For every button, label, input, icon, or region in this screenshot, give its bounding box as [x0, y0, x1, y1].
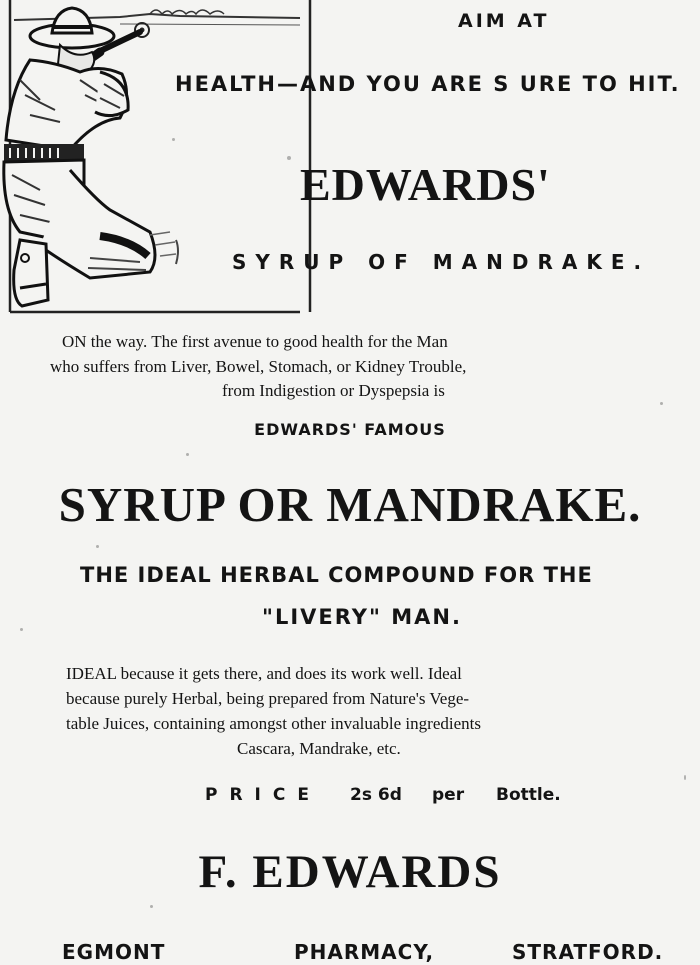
- tagline-health: HEALTH—AND YOU ARE S URE TO HIT.: [175, 72, 681, 96]
- seller-name: F. EDWARDS: [198, 846, 502, 898]
- body-text-line: from Indigestion or Dyspepsia is: [222, 381, 445, 400]
- ideal-text-line: table Juices, containing amongst other invaluable ingredients: [66, 714, 481, 733]
- ideal-text-line: Cascara, Mandrake, etc.: [237, 739, 401, 758]
- price-label: PRICE: [205, 785, 321, 805]
- livery-man-line: "LIVERY" MAN.: [262, 605, 462, 629]
- print-speck: [172, 138, 175, 141]
- price-amount: 2s 6d: [350, 785, 402, 805]
- print-speck: [150, 905, 153, 908]
- print-speck: [287, 156, 291, 160]
- ideal-text-line: because purely Herbal, being prepared from Nature's Vege-: [66, 689, 470, 708]
- address-pharmacy: PHARMACY,: [294, 940, 435, 964]
- body-text-line: ON the way. The first avenue to good health for the Man: [62, 332, 448, 351]
- famous-heading: EDWARDS' FAMOUS: [254, 420, 446, 439]
- tagline-aim-at: AIM AT: [458, 10, 550, 32]
- print-speck: [20, 628, 23, 631]
- address-egmont: EGMONT: [62, 940, 166, 964]
- print-speck: [660, 402, 663, 405]
- print-speck: [96, 545, 99, 548]
- product-heading: SYRUP OR MANDRAKE.: [58, 477, 642, 532]
- herbal-compound-line: THE IDEAL HERBAL COMPOUND FOR THE: [80, 563, 593, 587]
- product-subtitle: SYRUP OF MANDRAKE.: [232, 250, 651, 274]
- brand-title: EDWARDS': [300, 159, 551, 210]
- address-stratford: STRATFORD.: [512, 940, 664, 964]
- print-speck: [186, 453, 189, 456]
- body-text-line: who suffers from Liver, Bowel, Stomach, or Kidney Trouble,: [50, 357, 467, 376]
- print-speck: [684, 775, 686, 780]
- price-per: per: [432, 785, 465, 805]
- price-unit: Bottle.: [496, 785, 561, 805]
- ideal-text-line: IDEAL because it gets there, and does its work well. Ideal: [66, 664, 462, 683]
